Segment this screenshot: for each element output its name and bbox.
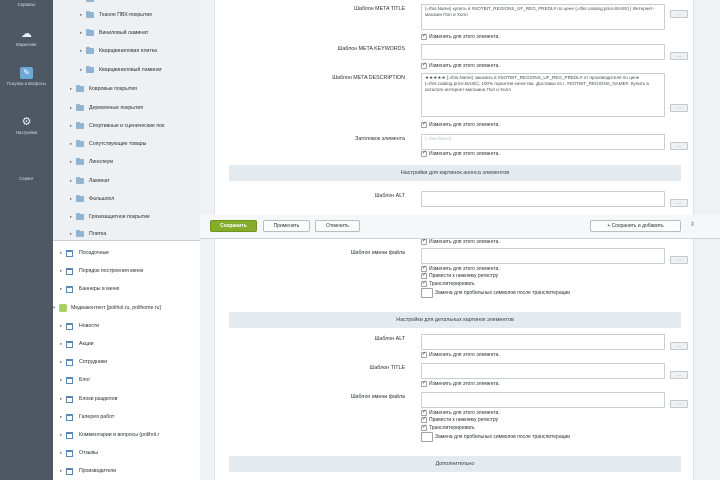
meta-keywords-change-checkbox[interactable]: ✓ Изменить для этого элемента.	[421, 62, 500, 69]
detail-filename-change-checkbox[interactable]: ✓ Изменить для этого элемента.	[421, 409, 500, 416]
action-bar	[200, 215, 720, 239]
detail-alt-insert-button[interactable]: ...	[670, 342, 688, 350]
detail-replace-spaces-row[interactable]: Замена для пробельных символов после транслитерации	[421, 433, 570, 440]
meta-description-label: Шаблон META DESCRIPTION	[332, 75, 405, 81]
meta-keywords-field[interactable]	[421, 44, 665, 60]
folder-icon	[76, 159, 84, 165]
tree-item[interactable]	[60, 266, 143, 276]
chevron-right-icon[interactable]: ▸	[70, 141, 73, 146]
tree-item[interactable]	[80, 0, 100, 4]
preview-translit-checkbox[interactable]: ✓ Транслитерировать	[421, 280, 475, 287]
tree-item-label: Производители	[79, 468, 117, 474]
meta-title-field[interactable]: {=this.Name} купить в #SOTBIT_REGIONS_UF_REG_PREDL# по цене {=this.catalog.price.BASE} | Интернет-магазин Пол и Холл	[421, 4, 665, 30]
folder-icon	[86, 48, 94, 54]
chevron-right-icon[interactable]: ▸	[80, 67, 83, 72]
chevron-right-icon[interactable]: ▸	[60, 468, 63, 473]
iblock-icon	[66, 323, 73, 330]
tree-item-label: Баннеры в меню	[79, 286, 120, 292]
tree-item[interactable]	[80, 28, 148, 38]
tree-item[interactable]	[80, 46, 157, 56]
heading-insert-button[interactable]: ...	[670, 142, 688, 150]
tree-item-label: Тканое ПВХ-покрытие	[99, 12, 153, 18]
chevron-right-icon[interactable]: ▸	[70, 231, 73, 236]
preview-alt-field[interactable]	[421, 191, 665, 207]
tree-item[interactable]	[60, 357, 107, 367]
left-rail	[0, 0, 53, 480]
tree-item-label: Новости	[79, 323, 100, 329]
tree-item[interactable]	[60, 448, 98, 458]
meta-keywords-label: Шаблон META KEYWORDS	[337, 46, 405, 52]
tree-item-label: Блог	[79, 377, 91, 383]
meta-title-label: Шаблон META TITLE	[354, 6, 405, 12]
chevron-right-icon[interactable]: ▸	[80, 48, 83, 53]
folder-icon	[76, 141, 84, 147]
tree-item-label: Медиаконтент [polihol.ru, polihome.ru]	[71, 305, 161, 311]
chevron-right-icon[interactable]: ▸	[70, 214, 73, 219]
tree-item[interactable]	[60, 339, 94, 349]
detail-title-insert-button[interactable]: ...	[670, 371, 688, 379]
tree-item[interactable]	[70, 103, 143, 113]
tree-item[interactable]	[70, 212, 150, 222]
folder-icon	[76, 123, 84, 129]
tree-item-label: Плитка	[89, 231, 107, 237]
rail-item-label: Настройки	[15, 130, 38, 135]
chevron-right-icon[interactable]: ▸	[60, 414, 63, 419]
tree-item-label: Акции	[79, 341, 94, 347]
detail-title-change-checkbox[interactable]: ✓ Изменить для этого элемента.	[421, 380, 500, 387]
iblock-icon	[66, 268, 73, 275]
tree-item[interactable]	[70, 157, 113, 167]
preview-filename-field[interactable]	[421, 248, 665, 264]
folder-icon	[76, 231, 84, 237]
iblock-icon	[66, 359, 73, 366]
iblock-icon	[66, 377, 73, 384]
tree-item-label: Кварцвиниловая плитка	[99, 48, 158, 54]
tree-item-label: Отзывы	[79, 450, 99, 456]
tree-item-label: Ковровые покрытия	[89, 86, 137, 92]
heading-label: Заголовок элемента	[355, 136, 405, 142]
meta-title-change-checkbox[interactable]: ✓ Изменить для этого элемента.	[421, 33, 500, 40]
tree-item-label: Комментарии и вопросы (polihol.r	[79, 432, 160, 438]
chevron-right-icon[interactable]: ▸	[80, 30, 83, 35]
tree-item-label: Сопутствующие товары	[89, 141, 147, 147]
tree-item-label: Спортивные и сценические пок	[89, 123, 165, 129]
questions-icon: ✎	[20, 67, 33, 79]
rail-item-label: Сервисы	[17, 2, 36, 7]
rail-item-label: Сервит	[19, 176, 34, 181]
detail-translit-checkbox[interactable]: ✓ Транслитерировать	[421, 424, 475, 431]
chevron-right-icon[interactable]: ▸	[60, 323, 63, 328]
iblock-icon	[66, 341, 73, 348]
chevron-right-icon[interactable]: ▸	[70, 123, 73, 128]
tree-item-label: Ламинат	[89, 178, 110, 184]
folder-icon	[76, 214, 84, 220]
chevron-right-icon[interactable]: ▸	[60, 377, 63, 382]
tree-item[interactable]	[70, 84, 137, 94]
extra-section: Дополнительно	[229, 456, 681, 472]
chevron-right-icon[interactable]: ▸	[60, 432, 63, 437]
apply-button[interactable]: Применить	[263, 220, 310, 232]
chevron-right-icon[interactable]: ▸	[60, 341, 63, 346]
chevron-right-icon[interactable]: ▸	[60, 286, 63, 291]
detail-alt-field[interactable]	[421, 334, 665, 350]
chevron-right-icon[interactable]: ▸	[80, 12, 83, 17]
iblock-icon	[66, 468, 73, 475]
heading-field[interactable]: {=this.Name}	[421, 134, 665, 150]
heading-change-checkbox[interactable]: ✓ Изменить для этого элемента.	[421, 150, 500, 157]
tree-item-label: Блоки разделов	[79, 396, 118, 402]
chevron-right-icon[interactable]: ▸	[60, 268, 63, 273]
rail-item-label: Маркетинг	[16, 42, 37, 47]
tree-item[interactable]	[70, 194, 114, 204]
gear-icon: ⚙	[21, 116, 32, 128]
tree-item-label: Грязезащитное покрытие	[89, 214, 150, 220]
section-tree	[53, 0, 200, 480]
preview-filename-label: Шаблон имени файла	[350, 250, 405, 256]
meta-description-change-checkbox[interactable]: ✓ Изменить для этого элемента.	[421, 121, 500, 128]
preview-filename-insert-button[interactable]: ...	[670, 256, 688, 264]
cloud-icon: ☁	[21, 28, 32, 40]
cancel-button[interactable]: Отменить	[315, 220, 360, 232]
folder-icon	[86, 67, 94, 73]
detail-filename-insert-button[interactable]: ...	[670, 400, 688, 408]
tree-item-label: Виниловый ламинат	[99, 30, 149, 36]
chevron-right-icon[interactable]: ▸	[70, 86, 73, 91]
tree-item[interactable]	[60, 321, 99, 331]
folder-icon	[76, 196, 84, 202]
folder-icon	[86, 12, 94, 18]
tree-item[interactable]	[70, 229, 106, 239]
folder-icon	[76, 105, 84, 111]
tree-item[interactable]	[70, 139, 146, 149]
tree-item[interactable]	[60, 375, 90, 385]
plus-icon: +	[607, 223, 611, 229]
detail-title-field[interactable]	[421, 363, 665, 379]
rail-item-settings[interactable]	[0, 116, 53, 135]
form-sheet	[214, 0, 694, 480]
tree-item-label: Посадочные	[79, 250, 110, 256]
chevron-right-icon[interactable]: ▸	[70, 196, 73, 201]
preview-change-checkbox[interactable]: ✓ Изменить для этого элемента.	[421, 238, 500, 245]
tree-item-label: Линолеум	[89, 159, 113, 165]
detail-filename-label: Шаблон имени файла	[350, 394, 405, 400]
tree-item-label: Фальшпол	[89, 196, 115, 202]
tree-item-label: Сотрудники	[79, 359, 108, 365]
iblock-icon	[66, 414, 73, 421]
pin-icon[interactable]: ⇕	[690, 222, 696, 228]
detail-pictures-section: Настройки для детальных картинок элементов	[229, 312, 681, 328]
tree-item[interactable]	[80, 65, 162, 75]
folder-icon	[86, 0, 94, 2]
save-button[interactable]: Сохранить	[210, 220, 257, 232]
detail-filename-field[interactable]	[421, 392, 665, 408]
tree-item[interactable]	[80, 10, 152, 20]
rail-item-questions[interactable]	[0, 67, 53, 87]
detail-alt-label: Шаблон ALT	[374, 336, 405, 342]
preview-replace-spaces-row[interactable]: Замена для пробельных символов после транслитерации	[421, 289, 570, 296]
meta-title-insert-button[interactable]: ...	[670, 10, 688, 18]
chevron-down-icon[interactable]: ▾	[53, 305, 56, 310]
iblock-icon	[66, 432, 73, 439]
tree-item[interactable]	[60, 284, 119, 294]
preview-filename-change-checkbox[interactable]: ✓ Изменить для этого элемента.	[421, 265, 500, 272]
rail-item-services[interactable]	[0, 2, 53, 7]
folder-icon	[86, 30, 94, 36]
meta-description-insert-button[interactable]: ...	[670, 104, 688, 112]
preview-alt-label: Шаблон ALT	[374, 193, 405, 199]
chevron-right-icon[interactable]: ▸	[60, 450, 63, 455]
chevron-right-icon[interactable]: ▸	[70, 105, 73, 110]
edit-form-area	[200, 0, 720, 480]
preview-pictures-section: Настройки для картинок анонса элементов	[229, 165, 681, 181]
tree-item[interactable]	[70, 121, 164, 131]
preview-alt-insert-button[interactable]: ...	[670, 199, 688, 207]
tree-divider	[53, 240, 200, 241]
chevron-right-icon[interactable]: ▸	[60, 396, 63, 401]
tree-item[interactable]	[60, 430, 159, 440]
preview-lowercase-checkbox[interactable]: ✓ Привести к нижнему регистру	[421, 272, 498, 279]
tree-item-label: Порядок построения меню	[79, 268, 144, 274]
chevron-right-icon[interactable]: ▸	[70, 178, 73, 183]
iblock-icon	[66, 396, 73, 403]
tree-item-label: Деревянные покрытия	[89, 105, 144, 111]
tree-item[interactable]	[60, 394, 117, 404]
iblock-icon	[66, 450, 73, 457]
detail-lowercase-checkbox[interactable]: ✓ Привести к нижнему регистру	[421, 416, 498, 423]
tree-item-label: Кварцвиниловый ламинат	[99, 67, 163, 73]
rail-item-label: Покупка и Вопросы	[7, 81, 46, 86]
detail-alt-change-checkbox[interactable]: ✓ Изменить для этого элемента.	[421, 351, 500, 358]
media-site-icon	[59, 304, 67, 312]
tree-item[interactable]	[60, 466, 116, 476]
iblock-icon	[66, 250, 73, 257]
save-and-add-button[interactable]: + Сохранить и добавить	[590, 220, 681, 232]
rail-item-service[interactable]	[0, 176, 53, 181]
detail-title-label: Шаблон TITLE	[369, 365, 405, 371]
chevron-right-icon[interactable]: ▸	[60, 359, 63, 364]
meta-description-field[interactable]: ★★★★★ {=this.Name} заказать в #SOTBIT_REGIONS_UF_REG_PREDL# от производителя по цене {=this.catalog.price.BASE}. 100% гарантия качества. Доставка по г. #SOTBIT_REGIONS_NAME#. Купить в каталоге интернет-магазина Пол и Холл	[421, 73, 665, 117]
tree-item[interactable]	[53, 303, 161, 313]
tree-item[interactable]	[70, 176, 110, 186]
tree-item[interactable]	[60, 248, 109, 258]
tree-item-label: Галерея работ	[79, 414, 115, 420]
chevron-right-icon[interactable]: ▸	[70, 159, 73, 164]
rail-item-marketing[interactable]	[0, 28, 53, 47]
tree-item[interactable]	[60, 412, 114, 422]
folder-icon	[76, 86, 84, 92]
folder-icon	[76, 178, 84, 184]
iblock-icon	[66, 286, 73, 293]
meta-keywords-insert-button[interactable]: ...	[670, 52, 688, 60]
chevron-right-icon[interactable]: ▸	[60, 250, 63, 255]
